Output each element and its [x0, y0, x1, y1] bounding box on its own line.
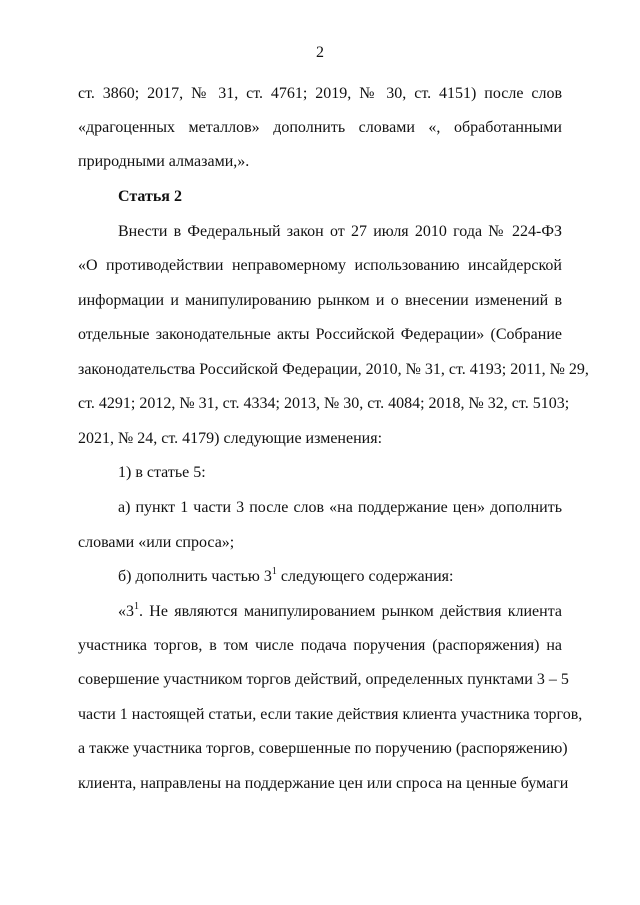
text-line	[118, 602, 562, 622]
text-segment: . Не являются манипулированием рынком действия клиента	[139, 603, 562, 620]
text-line: части 1 настоящей статьи, если такие действия клиента участника торгов,	[78, 706, 583, 723]
text-line: а) пункт 1 части 3 после слов «на поддержание цен» дополнить	[118, 499, 562, 516]
text-segment: следующего содержания:	[276, 568, 454, 585]
text-line: совершение участником торгов действий, определенных пунктами 3 – 5	[78, 671, 569, 688]
article-heading: Статья 2	[118, 188, 182, 205]
page-number: 2	[316, 44, 324, 61]
text-line: «О противодействии неправомерному использованию инсайдерской	[78, 257, 562, 274]
superscript: 1	[134, 600, 139, 612]
superscript: 1	[271, 565, 277, 577]
list-item: 1) в статье 5:	[118, 464, 206, 481]
text-line: ст. 3860; 2017, № 31, ст. 4761; 2019, № 30, ст. 4151) после слов	[78, 85, 562, 102]
text-line: законодательства Российской Федерации, 2010, № 31, ст. 4193; 2011, № 29,	[78, 361, 589, 378]
text-line: клиента, направлены на поддержание цен или спроса на ценные бумаги	[78, 775, 569, 792]
text-line: информации и манипулированию рынком и о внесении изменений в	[78, 292, 562, 309]
text-line: «драгоценных металлов» дополнить словами «, обработанными	[78, 119, 562, 136]
text-segment: «3	[118, 603, 134, 620]
text-line: ст. 4291; 2012, № 31, ст. 4334; 2013, № 30, ст. 4084; 2018, № 32, ст. 5103;	[78, 395, 570, 412]
text-line: словами «или спроса»;	[78, 534, 235, 551]
text-line	[118, 567, 562, 587]
text-line: Внести в Федеральный закон от 27 июля 2010 года № 224-ФЗ	[118, 223, 562, 240]
text-line: участника торгов, в том числе подача поручения (распоряжения) на	[78, 637, 562, 654]
text-line: природными алмазами,».	[78, 153, 250, 170]
text-line: отдельные законодательные акты Российской Федерации» (Собрание	[78, 326, 562, 343]
text-line: а также участника торгов, совершенные по поручению (распоряжению)	[78, 740, 568, 757]
text-line: 2021, № 24, ст. 4179) следующие изменения:	[78, 430, 383, 447]
text-segment: б) дополнить частью 3	[118, 568, 272, 585]
